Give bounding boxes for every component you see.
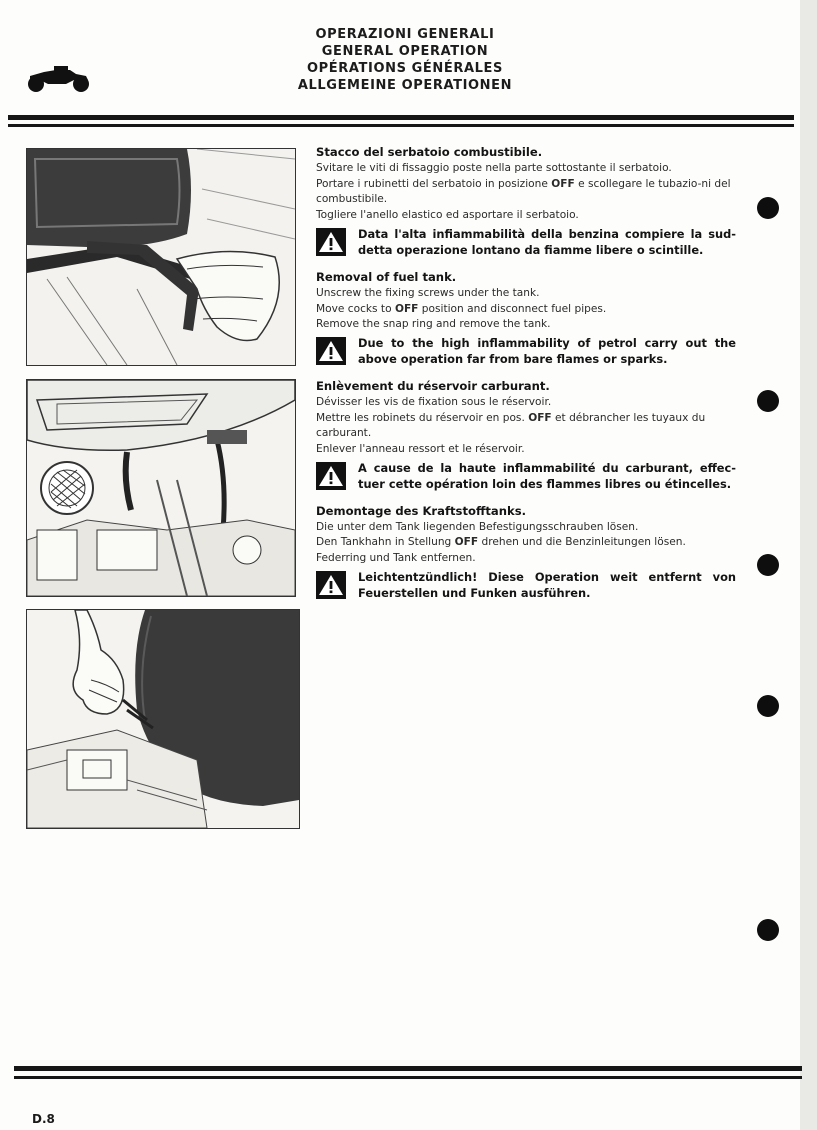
warning-triangle-icon [316, 571, 346, 599]
header-title-fr: OPÉRATIONS GÉNÉRALES [307, 61, 503, 76]
section-line: Move cocks to OFF position and disconnect fuel pipes. [316, 302, 607, 315]
warning-block-it [316, 226, 736, 259]
header-rule-thick [8, 115, 794, 120]
warning-triangle-icon [316, 337, 346, 365]
warning-triangle-icon [316, 462, 346, 490]
photo-tank-removal [26, 609, 300, 829]
off-keyword: OFF [528, 411, 552, 424]
page-edge [800, 0, 817, 1130]
section-title-en: Removal of fuel tank. [316, 269, 457, 284]
warning-block-fr [316, 460, 736, 493]
page-number: D.8 [32, 1112, 55, 1126]
photo-fuel-cocks [26, 379, 296, 597]
off-keyword: OFF [454, 536, 479, 549]
page-header-titles [230, 26, 580, 94]
header-rule-thin [8, 124, 794, 127]
binder-hole [757, 919, 779, 941]
section-line: Enlever l'anneau ressort et le réservoir. [316, 443, 525, 456]
section-title-fr: Enlèvement du réservoir carburant. [316, 378, 550, 393]
motorcycle-icon [26, 62, 92, 94]
section-line: Die unter dem Tank liegenden Befestigungsschrauben lösen. [316, 520, 639, 533]
warning-text: Leichtentzündlich! Diese Operation weit entfernt von Feuerstellen und Funken ausführen. [358, 569, 736, 601]
warning-text: Data l'alta infiammabilità della benzina compiere la sud-detta operazione lontano da fiamme libere o scintille. [358, 226, 736, 258]
section-line: Svitare le viti di fissaggio poste nella parte sottostante il serbatoio. [316, 162, 672, 174]
warning-block-en [316, 335, 736, 368]
section-line: Portare i rubinetti del serbatoio in posizione OFF e scollegare le tubazio-ni del combustibile. [316, 177, 731, 206]
warning-text: A cause de la haute inflammabilité du carburant, effec-tuer cette opération loin des flammes libres ou étincelles. [358, 460, 736, 492]
warning-text: Due to the high inflammability of petrol carry out the above operation far from bare flames or sparks. [358, 335, 736, 367]
instructions-column [316, 144, 736, 602]
binder-hole [757, 197, 779, 219]
section-line: Togliere l'anello elastico ed asportare il serbatoio. [316, 209, 579, 222]
warning-triangle-icon [316, 228, 346, 256]
footer-rule-thin [14, 1076, 802, 1079]
binder-hole [757, 390, 779, 412]
header-title-it: OPERAZIONI GENERALI [315, 27, 495, 42]
off-keyword: OFF [394, 302, 419, 315]
section-line: Remove the snap ring and remove the tank. [316, 318, 551, 331]
section-title-de: Demontage des Kraftstofftanks. [316, 503, 526, 518]
section-line: Den Tankhahn in Stellung OFF drehen und die Benzinleitungen lösen. [316, 536, 686, 549]
binder-hole [757, 554, 779, 576]
footer-rule-thick [14, 1066, 802, 1071]
warning-block-de [316, 569, 736, 602]
section-line: Federring und Tank entfernen. [316, 552, 476, 565]
section-line: Unscrew the fixing screws under the tank. [316, 286, 540, 299]
off-keyword: OFF [551, 177, 575, 190]
section-title-it: Stacco del serbatoio combustibile. [316, 145, 543, 159]
section-line: Dévisser les vis de fixation sous le réservoir. [316, 395, 552, 408]
header-title-en: GENERAL OPERATION [321, 44, 489, 59]
binder-hole [757, 695, 779, 717]
photo-tank-screws [26, 148, 296, 366]
header-title-de: ALLGEMEINE OPERATIONEN [297, 78, 513, 93]
section-line: Mettre les robinets du réservoir en pos. OFF et débrancher les tuyaux du carburant. [316, 411, 706, 440]
